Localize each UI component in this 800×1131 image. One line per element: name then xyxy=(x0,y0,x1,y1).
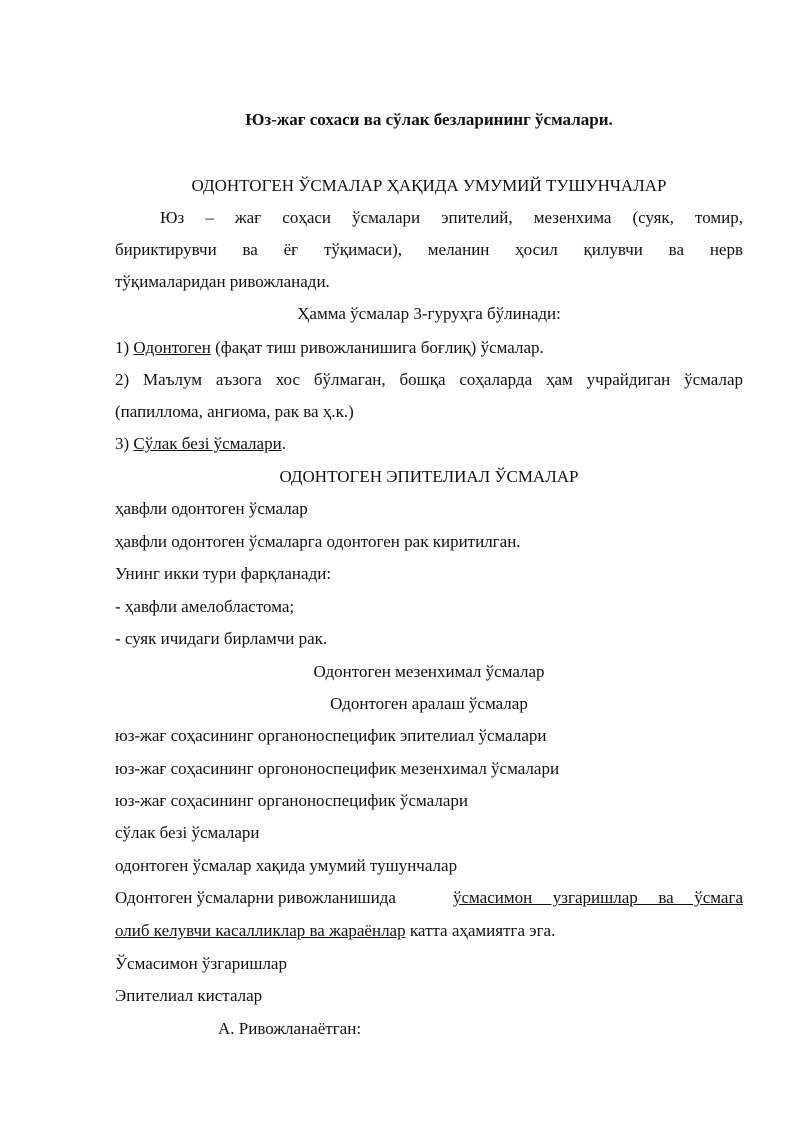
malignant-text: ҳавфли одонтоген ўсмаларга одонтоген рак киритилган. xyxy=(115,532,521,551)
developing-subheading: А. Ривожланаётган: xyxy=(218,1019,362,1038)
section-heading-odontogenic: ОДОНТОГЕН ЎСМАЛАР ҲАҚИДА УМУМИЙ ТУШУНЧАЛАР xyxy=(191,176,667,195)
salivary-tumors-link[interactable]: сўлак безі ўсмалари xyxy=(115,823,260,842)
groups-intro: Ҳамма ўсмалар 3-гуруҳга бўлинади: xyxy=(297,304,561,323)
two-types-text: Унинг икки тури фарқланади: xyxy=(115,564,332,583)
document-title: Юз-жағ сохаси ва сўлак безларининг ўсмалари. xyxy=(245,110,613,129)
intro-line-3: тўқималаридан ривожланади. xyxy=(115,272,330,291)
intro-line-2: бириктирувчи ва ёғ тўқимаси), меланин ҳосил қилувчи ва нерв xyxy=(115,240,743,259)
general-concepts-link[interactable]: одонтоген ўсмалар хақида умумий тушунчалар xyxy=(115,856,458,875)
epithelial-cysts-heading: Эпителиал кисталар xyxy=(115,986,263,1005)
epithelial-tumors-link[interactable]: юз-жағ соҳасининг органоноспецифик эпителиал ўсмалари xyxy=(115,726,547,745)
list-item-3 xyxy=(115,433,743,455)
list-item-3-prefix: 3) xyxy=(115,434,134,453)
specific-tumors-link[interactable]: юз-жағ соҳасининг органоноспецифик ўсмалари xyxy=(115,791,468,810)
development-prefix: Одонтоген ўсмаларни ривожланишида xyxy=(115,888,396,907)
list-item-2-line-1: 2) Маълум аъзога хос бўлмаган, бошқа соҳаларда ҳам учрайдиган ўсмалар xyxy=(115,370,743,389)
list-item-2-line-2: (папиллома, ангиома, рак ва ҳ.к.) xyxy=(115,402,354,421)
tumor-like-heading: Ўсмасимон ўзгаришлар xyxy=(115,954,287,973)
malignant-odontogenic-link[interactable]: ҳавфли одонтоген ўсмалар xyxy=(115,499,308,518)
development-line-2 xyxy=(115,920,743,942)
section-heading-epithelial: ОДОНТОГЕН ЭПИТЕЛИАЛ ЎСМАЛАР xyxy=(279,467,579,486)
tumor-like-changes-link[interactable]: ўсмасимон узгаришлар ва ўсмага xyxy=(453,888,743,907)
intro-line-1: Юз – жағ соҳаси ўсмалари эпителий, мезенхима (суяк, томир, xyxy=(160,208,743,227)
list-item-1-text: (фақат тиш ривожланишига боғлиқ) ўсмалар. xyxy=(210,338,544,357)
salivary-gland-tumors-link[interactable]: Сўлак безі ўсмалари xyxy=(133,434,282,453)
tumor-like-changes-link-cont[interactable]: олиб келувчи касалликлар ва жараёнлар xyxy=(115,921,406,940)
mesenchymal-link[interactable]: Одонтоген мезенхимал ўсмалар xyxy=(313,662,545,681)
list-item-3-suffix: . xyxy=(281,434,286,453)
type-1: - ҳавфли амелобластома; xyxy=(115,597,295,616)
type-2: - суяк ичидаги бирламчи рак. xyxy=(115,629,328,648)
odontogenic-link[interactable]: Одонтоген xyxy=(133,338,211,357)
mixed-tumors-link[interactable]: Одонтоген аралаш ўсмалар xyxy=(330,694,528,713)
development-suffix: катта аҳамиятга эга. xyxy=(405,921,556,940)
list-item-1-prefix: 1) xyxy=(115,338,134,357)
list-item-1 xyxy=(115,337,743,359)
mesenchymal-tumors-link[interactable]: юз-жағ соҳасининг оргононоспецифик мезенхимал ўсмалари xyxy=(115,759,560,778)
